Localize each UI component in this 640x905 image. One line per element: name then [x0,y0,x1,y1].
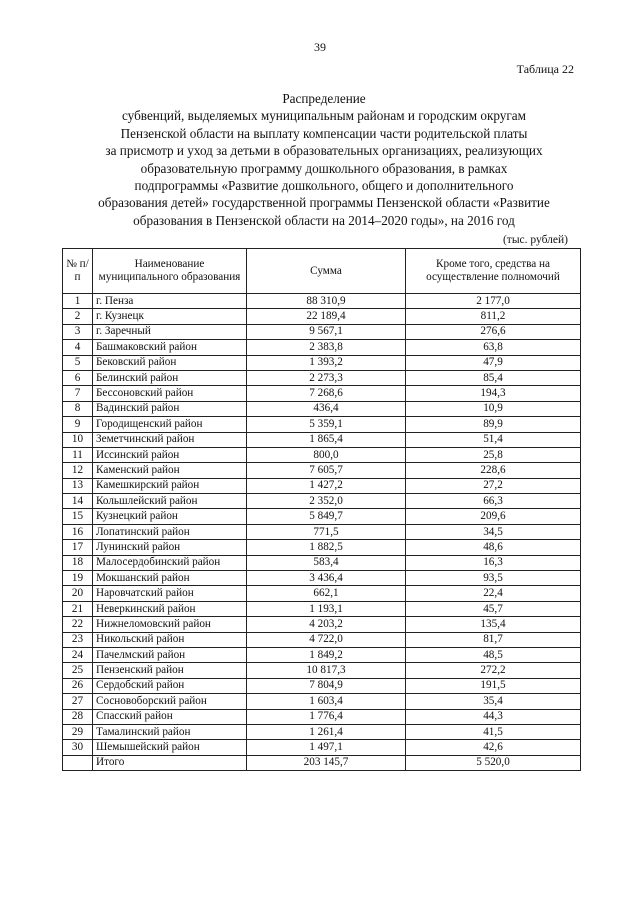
cell-extra: 27,2 [406,478,581,493]
table-row [63,294,581,309]
cell-extra: 272,2 [406,663,581,678]
cell-num: 28 [63,709,93,724]
cell-name: г. Пенза [93,294,247,309]
cell-name: Кольшлейский район [93,494,247,509]
cell-extra: 276,6 [406,324,581,339]
cell-num: 11 [63,447,93,462]
table-row [63,555,581,570]
cell-sum: 5 849,7 [247,509,406,524]
table-label: Таблица 22 [516,62,574,76]
cell-extra: 41,5 [406,724,581,739]
cell-name: Сосновоборский район [93,694,247,709]
cell-name: г. Заречный [93,324,247,339]
table-row [63,432,581,447]
cell-name: Лопатинский район [93,524,247,539]
cell-sum: 10 817,3 [247,663,406,678]
cell-name: Сердобский район [93,678,247,693]
cell-extra: 16,3 [406,555,581,570]
table-row [63,355,581,370]
cell-extra: 47,9 [406,355,581,370]
cell-name: Итого [93,755,247,770]
table-row [63,694,581,709]
cell-extra: 42,6 [406,740,581,755]
cell-extra: 63,8 [406,340,581,355]
table-row [63,494,581,509]
cell-name: Лунинский район [93,540,247,555]
cell-num: 30 [63,740,93,755]
cell-num: 2 [63,309,93,324]
cell-extra: 2 177,0 [406,294,581,309]
cell-extra: 209,6 [406,509,581,524]
table-header-row [63,249,581,294]
cell-name: Иссинский район [93,447,247,462]
cell-name: Башмаковский район [93,340,247,355]
cell-num: 24 [63,647,93,662]
cell-extra: 191,5 [406,678,581,693]
table-row [63,324,581,339]
cell-sum: 7 268,6 [247,386,406,401]
cell-name: Наровчатский район [93,586,247,601]
cell-extra: 85,4 [406,370,581,385]
cell-name: Белинский район [93,370,247,385]
cell-num: 7 [63,386,93,401]
cell-num: 21 [63,601,93,616]
cell-sum: 4 203,2 [247,617,406,632]
title-line: образования в Пензенской области на 2014–2020 годы», на 2016 год [133,212,515,228]
cell-num: 14 [63,494,93,509]
cell-sum: 1 865,4 [247,432,406,447]
cell-sum: 7 605,7 [247,463,406,478]
cell-sum: 2 273,3 [247,370,406,385]
cell-extra: 81,7 [406,632,581,647]
header-sum: Сумма [247,249,406,294]
cell-name: Пачелмский район [93,647,247,662]
table-row [63,509,581,524]
table-row [63,478,581,493]
cell-sum: 1 882,5 [247,540,406,555]
table-row [63,447,581,462]
cell-extra: 135,4 [406,617,581,632]
cell-name: Никольский район [93,632,247,647]
table-row [63,401,581,416]
table-row [63,340,581,355]
cell-extra: 48,6 [406,540,581,555]
cell-name: Мокшанский район [93,571,247,586]
cell-num: 18 [63,555,93,570]
cell-name: г. Кузнецк [93,309,247,324]
cell-num: 23 [63,632,93,647]
cell-name: Нижнеломовский район [93,617,247,632]
subvention-table [62,248,581,771]
cell-num: 12 [63,463,93,478]
cell-num: 13 [63,478,93,493]
table-row [63,540,581,555]
table-row [63,571,581,586]
table-body [63,294,581,771]
cell-sum: 800,0 [247,447,406,462]
table-row [63,463,581,478]
cell-extra: 89,9 [406,417,581,432]
cell-extra: 194,3 [406,386,581,401]
cell-extra: 35,4 [406,694,581,709]
cell-num: 1 [63,294,93,309]
cell-extra: 22,4 [406,586,581,601]
cell-name: Пензенский район [93,663,247,678]
table-row [63,309,581,324]
cell-sum: 88 310,9 [247,294,406,309]
table-row [63,709,581,724]
title-line: образовательную программу дошкольного образования, в рамках [140,160,508,176]
cell-name: Малосердобинский район [93,555,247,570]
cell-extra: 228,6 [406,463,581,478]
header-extra: Кроме того, средства на осуществление полномочий [406,249,581,294]
cell-sum: 4 722,0 [247,632,406,647]
cell-num: 16 [63,524,93,539]
title-line: подпрограммы «Развитие дошкольного, общего и дополнительного [134,178,514,194]
cell-name: Спасский район [93,709,247,724]
page-number: 39 [314,40,326,54]
cell-extra: 51,4 [406,432,581,447]
cell-extra: 93,5 [406,571,581,586]
cell-extra: 5 520,0 [406,755,581,770]
title-line: Распределение [282,91,366,106]
cell-extra: 48,5 [406,647,581,662]
cell-sum: 436,4 [247,401,406,416]
cell-extra: 45,7 [406,601,581,616]
cell-sum: 9 567,1 [247,324,406,339]
table-row [63,632,581,647]
cell-name: Тамалинский район [93,724,247,739]
cell-sum: 1 193,1 [247,601,406,616]
cell-extra: 25,8 [406,447,581,462]
cell-sum: 203 145,7 [247,755,406,770]
table-row [63,740,581,755]
cell-num: 27 [63,694,93,709]
title-line: субвенций, выделяемых муниципальным районам и городским округам [121,108,526,124]
cell-sum: 2 352,0 [247,494,406,509]
cell-num [63,755,93,770]
cell-name: Бессоновский район [93,386,247,401]
cell-num: 20 [63,586,93,601]
cell-num: 9 [63,417,93,432]
table-total-row [63,755,581,770]
cell-sum: 583,4 [247,555,406,570]
cell-name: Вадинский район [93,401,247,416]
cell-num: 5 [63,355,93,370]
cell-sum: 1 849,2 [247,647,406,662]
cell-num: 19 [63,571,93,586]
table-row [63,617,581,632]
units-label: (тыс. рублей) [502,234,568,246]
cell-sum: 5 359,1 [247,417,406,432]
cell-num: 29 [63,724,93,739]
cell-name: Шемышейский район [93,740,247,755]
cell-sum: 1 393,2 [247,355,406,370]
title-line: за присмотр и уход за детьми в образовательных организациях, реализующих [105,143,543,159]
cell-num: 8 [63,401,93,416]
cell-sum: 3 436,4 [247,571,406,586]
cell-name: Городищенский район [93,417,247,432]
cell-sum: 1 497,1 [247,740,406,755]
cell-num: 3 [63,324,93,339]
cell-sum: 2 383,8 [247,340,406,355]
cell-num: 26 [63,678,93,693]
cell-extra: 34,5 [406,524,581,539]
cell-sum: 1 261,4 [247,724,406,739]
cell-extra: 811,2 [406,309,581,324]
cell-num: 4 [63,340,93,355]
cell-name: Каменский район [93,463,247,478]
cell-name: Кузнецкий район [93,509,247,524]
cell-name: Камешкирский район [93,478,247,493]
cell-num: 25 [63,663,93,678]
cell-num: 15 [63,509,93,524]
title-line: Пензенской области на выплату компенсации части родительской платы [120,125,528,141]
table-row [63,601,581,616]
table-row [63,370,581,385]
cell-extra: 44,3 [406,709,581,724]
table-row [63,386,581,401]
document-title [64,90,584,229]
cell-name: Неверкинский район [93,601,247,616]
cell-sum: 1 603,4 [247,694,406,709]
cell-num: 17 [63,540,93,555]
cell-name: Бековский район [93,355,247,370]
table-row [63,647,581,662]
cell-extra: 66,3 [406,494,581,509]
header-num: № п/п [63,249,93,294]
cell-num: 6 [63,370,93,385]
table-row [63,724,581,739]
cell-sum: 771,5 [247,524,406,539]
table-row [63,663,581,678]
cell-sum: 7 804,9 [247,678,406,693]
cell-sum: 22 189,4 [247,309,406,324]
cell-extra: 10,9 [406,401,581,416]
table-row [63,586,581,601]
cell-sum: 1 776,4 [247,709,406,724]
title-line: образования детей» государственной программы Пензенской области «Развитие [98,195,550,211]
cell-sum: 662,1 [247,586,406,601]
table-row [63,417,581,432]
header-name: Наименование муниципального образования [93,249,247,294]
table-row [63,524,581,539]
cell-num: 10 [63,432,93,447]
cell-name: Земетчинский район [93,432,247,447]
cell-sum: 1 427,2 [247,478,406,493]
table-row [63,678,581,693]
cell-num: 22 [63,617,93,632]
